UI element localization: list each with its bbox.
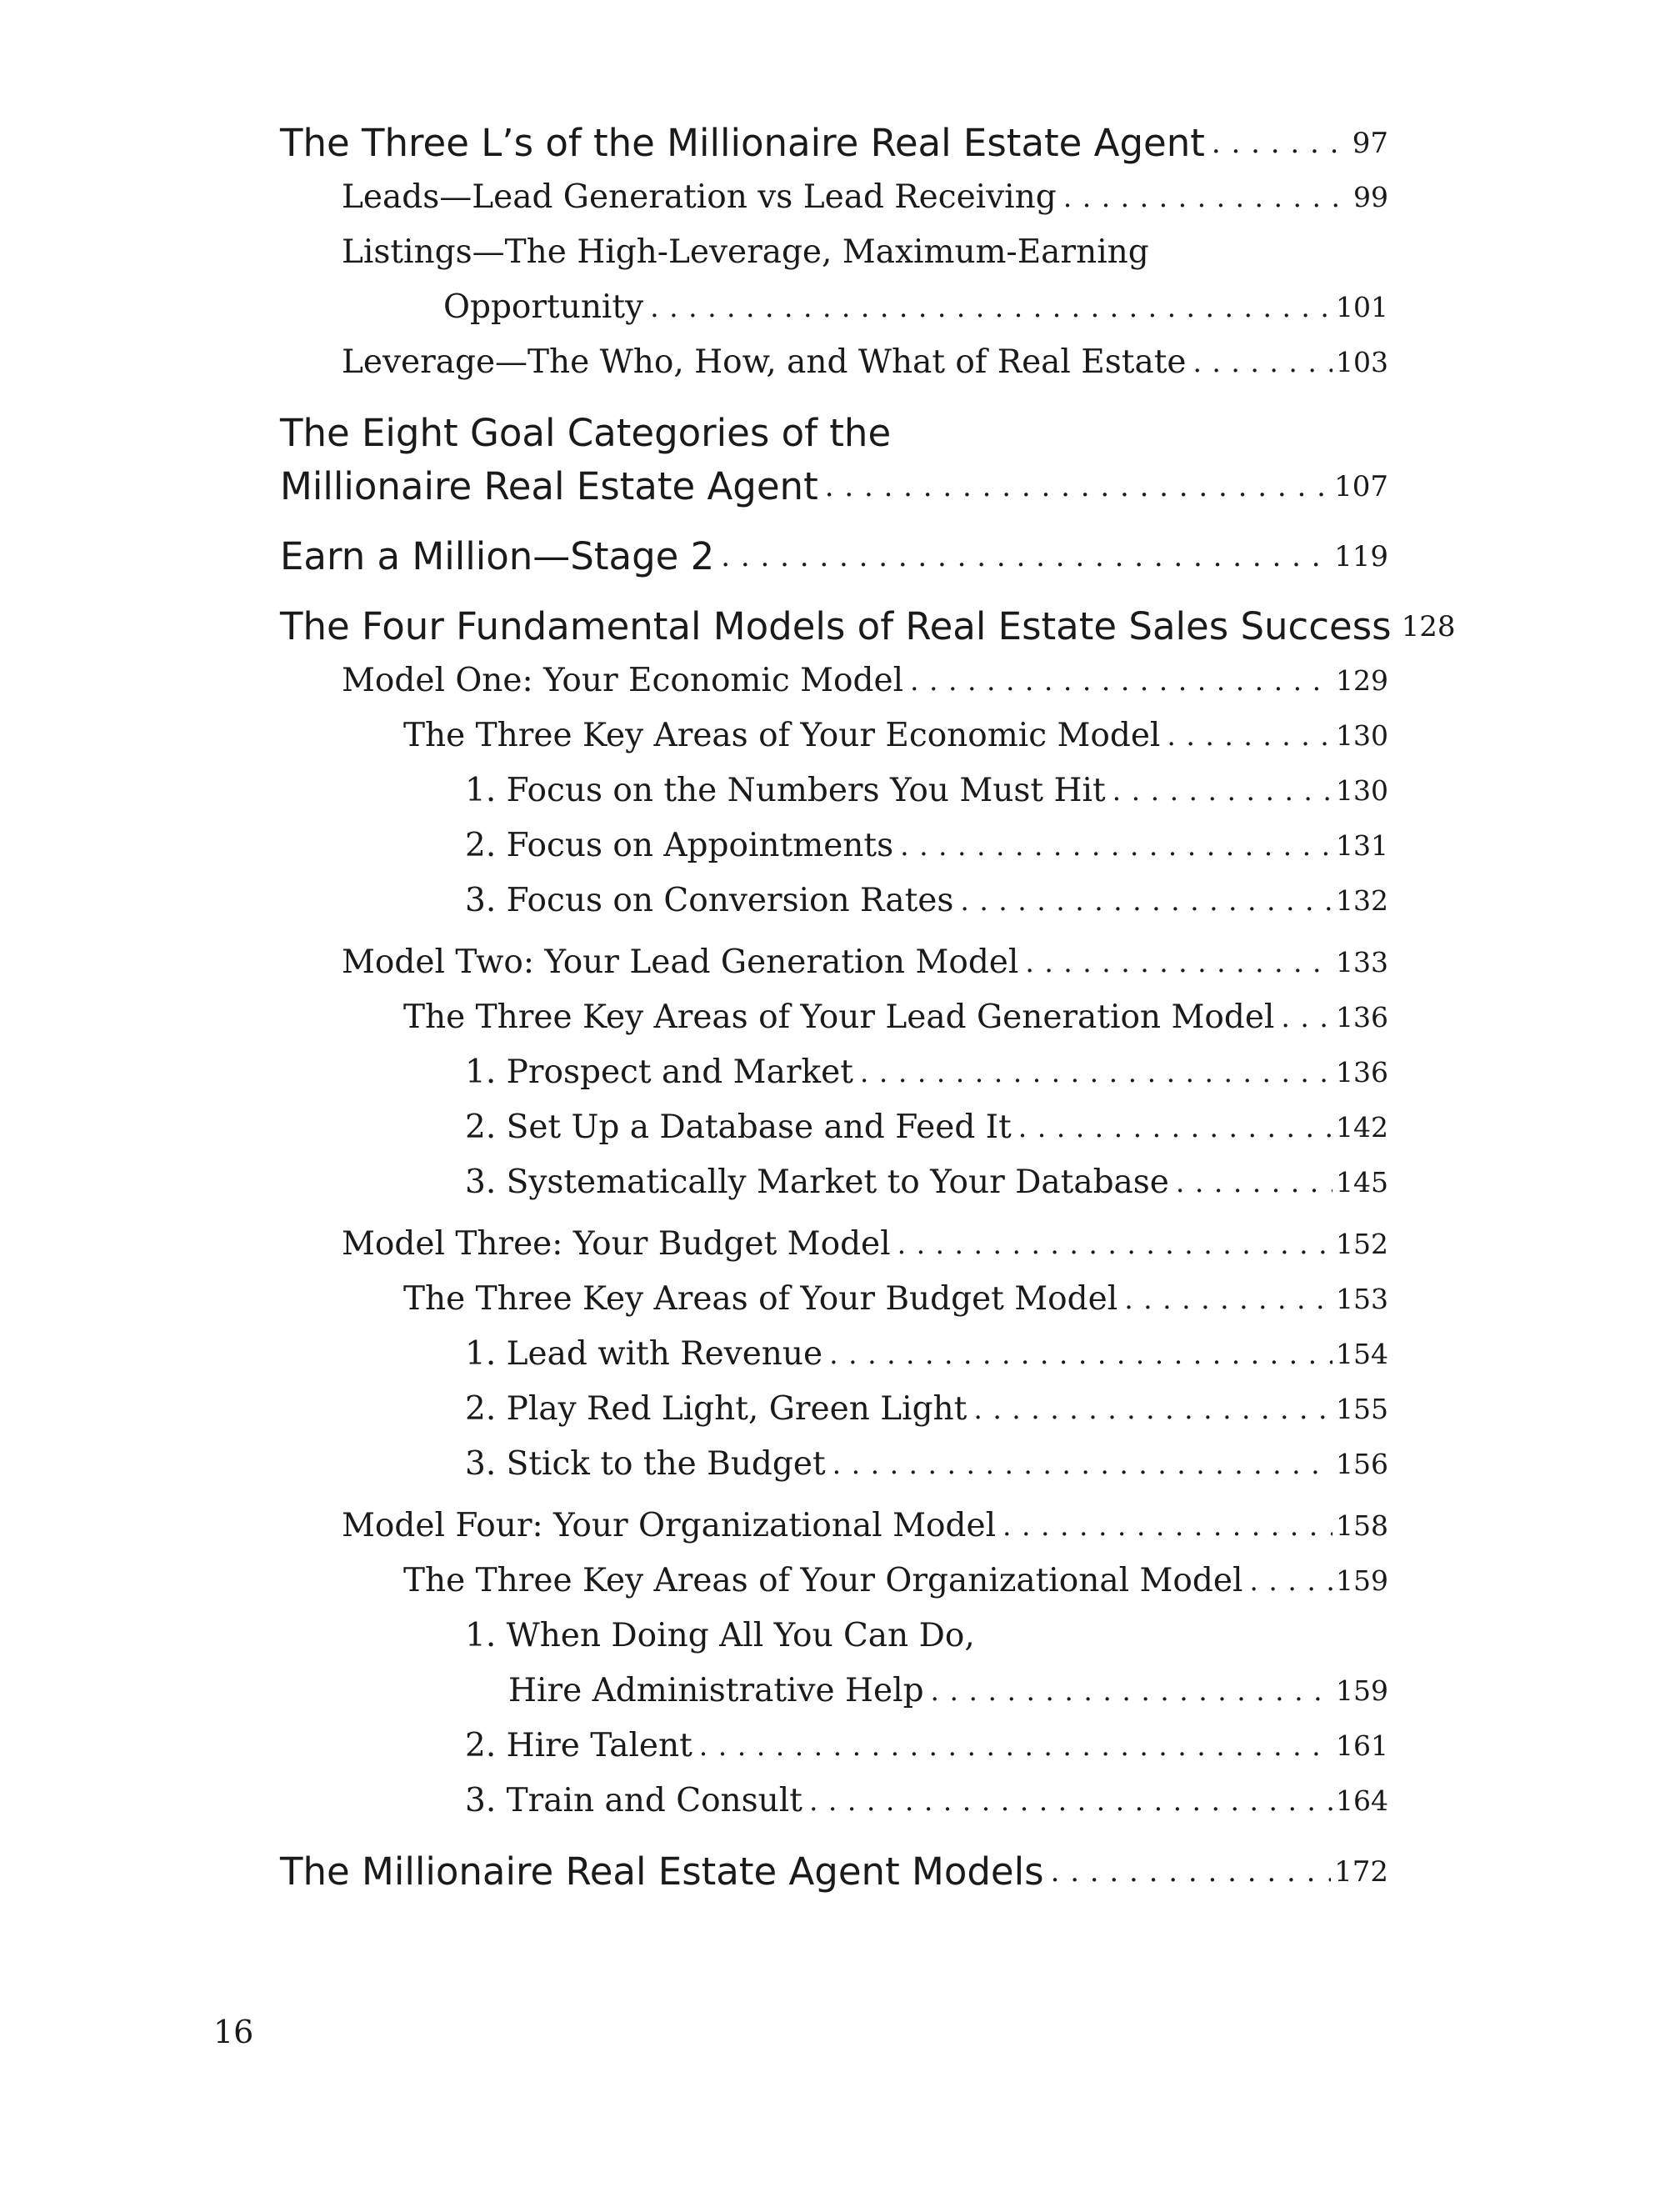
toc-entry (280, 763, 1388, 818)
toc-entry-title: Leverage—The Who, How, and What of Real Estate (342, 343, 1187, 381)
dot-leader (931, 1664, 1332, 1719)
toc-entry-title: 3. Focus on Conversion Rates (465, 882, 954, 919)
toc-page-number: 142 (1336, 1111, 1388, 1144)
dot-leader (898, 1217, 1332, 1272)
toc-entry (280, 708, 1388, 763)
toc-page-number: 107 (1334, 470, 1388, 503)
dot-leader (1002, 1499, 1332, 1554)
toc-entry (280, 117, 1388, 170)
toc-page-number: 130 (1336, 719, 1388, 752)
toc-entry (280, 335, 1388, 390)
dot-leader (1176, 1155, 1332, 1210)
toc-page-number: 136 (1336, 1056, 1388, 1088)
toc-entry-title: 3. Stick to the Budget (465, 1445, 826, 1483)
toc-page-number: 130 (1336, 774, 1388, 807)
toc-entry-title: The Three Key Areas of Your Organizational Model (403, 1562, 1243, 1599)
toc-page-number: 159 (1336, 1564, 1388, 1597)
toc-entry-title: 3. Systematically Market to Your Database (465, 1164, 1169, 1201)
toc-entry (280, 280, 1388, 335)
toc-entry (280, 1155, 1388, 1210)
toc-entry (280, 1100, 1388, 1155)
toc-entry-title: 1. Focus on the Numbers You Must Hit (465, 772, 1106, 809)
toc-entry-title: 2. Hire Talent (465, 1727, 692, 1764)
toc-entry (280, 818, 1388, 873)
toc-entry-title: 2. Set Up a Database and Feed It (465, 1109, 1012, 1146)
dot-leader (960, 873, 1332, 928)
toc-page-number: 131 (1336, 829, 1388, 862)
toc-entry (280, 990, 1388, 1045)
toc-entry-title: 2. Play Red Light, Green Light (465, 1390, 968, 1428)
toc-entry-title-continued: Millionaire Real Estate Agent (280, 464, 818, 508)
toc-entry (280, 1217, 1388, 1272)
toc-page-number: 97 (1352, 127, 1388, 160)
toc-page-number: 119 (1334, 540, 1388, 573)
toc-entry-title: The Millionaire Real Estate Agent Models (280, 1849, 1044, 1894)
toc-entry-title-line: The Eight Goal Categories of the (280, 411, 892, 455)
toc-entry (280, 1774, 1388, 1829)
dot-leader (825, 460, 1331, 513)
toc-page-number: 155 (1336, 1393, 1388, 1425)
toc-entry-title: 3. Train and Consult (465, 1782, 802, 1819)
dot-leader (973, 1382, 1332, 1437)
toc-page-number: 156 (1336, 1448, 1388, 1480)
toc-entry (280, 530, 1388, 583)
toc-entry (280, 1045, 1388, 1100)
toc-entry (280, 600, 1456, 653)
dot-leader (721, 530, 1331, 583)
toc-page-number: 128 (1401, 610, 1456, 643)
toc-page-number: 145 (1336, 1166, 1388, 1199)
toc-entry-title: Model Four: Your Organizational Model (342, 1507, 997, 1544)
dot-leader (1063, 170, 1350, 225)
dot-leader (809, 1774, 1332, 1829)
toc-entry (280, 460, 1388, 513)
toc-entry (280, 935, 1388, 990)
table-of-contents (280, 117, 1456, 1899)
toc-entry-title-continued: Hire Administrative Help (508, 1672, 924, 1709)
dot-leader (900, 818, 1332, 873)
toc-entry-title: 1. Prospect and Market (465, 1053, 853, 1091)
toc-entry (280, 1327, 1388, 1382)
toc-entry-title: The Three Key Areas of Your Lead Generation Model (403, 998, 1275, 1036)
dot-leader (1249, 1554, 1332, 1609)
toc-page-number: 154 (1336, 1338, 1388, 1370)
toc-entry-title: The Three L’s of the Millionaire Real Estate Agent (280, 121, 1205, 165)
toc-entry-title: Earn a Million—Stage 2 (280, 534, 715, 578)
dot-leader (1025, 935, 1332, 990)
toc-page-number: 101 (1336, 291, 1388, 323)
toc-entry-title-line: Listings—The High-Leverage, Maximum-Earning (342, 233, 1149, 271)
dot-leader (1167, 708, 1332, 763)
dot-leader (832, 1437, 1332, 1492)
toc-page-number: 152 (1336, 1228, 1388, 1260)
toc-entry-title: 2. Focus on Appointments (465, 827, 894, 864)
toc-entry (280, 1272, 1388, 1327)
dot-leader (1018, 1100, 1332, 1155)
dot-leader (910, 653, 1332, 708)
toc-entry-title: The Four Fundamental Models of Real Estate Sales Success (280, 604, 1392, 648)
toc-page-number: 99 (1353, 181, 1388, 213)
dot-leader (1192, 335, 1332, 390)
dot-leader (1124, 1272, 1332, 1327)
toc-page-number: 133 (1336, 946, 1388, 978)
dot-leader (1281, 990, 1332, 1045)
toc-page-number: 159 (1336, 1674, 1388, 1707)
toc-entry (280, 1437, 1388, 1492)
toc-page-number: 103 (1336, 346, 1388, 378)
dot-leader (699, 1719, 1332, 1774)
toc-entry-title-line: 1. When Doing All You Can Do, (465, 1617, 975, 1654)
toc-entry-title: Model One: Your Economic Model (342, 662, 904, 699)
dot-leader (1051, 1845, 1332, 1899)
toc-entry (280, 1382, 1388, 1437)
toc-page-number: 153 (1336, 1283, 1388, 1315)
toc-entry-title: Leads—Lead Generation vs Lead Receiving (342, 178, 1057, 216)
dot-leader (650, 280, 1332, 335)
toc-entry-title: Model Three: Your Budget Model (342, 1225, 891, 1263)
toc-entry (280, 1554, 1388, 1609)
toc-page-number: 172 (1334, 1855, 1388, 1889)
toc-page-number: 161 (1336, 1729, 1388, 1762)
dot-leader (1112, 763, 1332, 818)
toc-entry-title: 1. Lead with Revenue (465, 1335, 823, 1373)
dot-leader (860, 1045, 1332, 1100)
toc-entry (280, 1499, 1388, 1554)
toc-entry (280, 1719, 1388, 1774)
toc-page-number: 158 (1336, 1509, 1388, 1542)
toc-page-number: 132 (1336, 884, 1388, 917)
toc-entry (280, 653, 1388, 708)
dot-leader (1212, 117, 1349, 170)
toc-page-number: 164 (1336, 1784, 1388, 1817)
toc-page-number: 136 (1336, 1001, 1388, 1033)
dot-leader (829, 1327, 1332, 1382)
toc-entry-title: The Three Key Areas of Your Economic Model (403, 717, 1161, 754)
toc-entry-title-continued: Opportunity (443, 288, 644, 326)
toc-entry (280, 1664, 1388, 1719)
toc-entry (280, 1845, 1388, 1899)
page-number: 16 (213, 2014, 254, 2050)
toc-entry-title: Model Two: Your Lead Generation Model (342, 943, 1019, 981)
toc-entry (280, 170, 1388, 225)
toc-entry (280, 873, 1388, 928)
toc-entry-title: The Three Key Areas of Your Budget Model (403, 1280, 1118, 1318)
toc-page-number: 129 (1336, 664, 1388, 697)
